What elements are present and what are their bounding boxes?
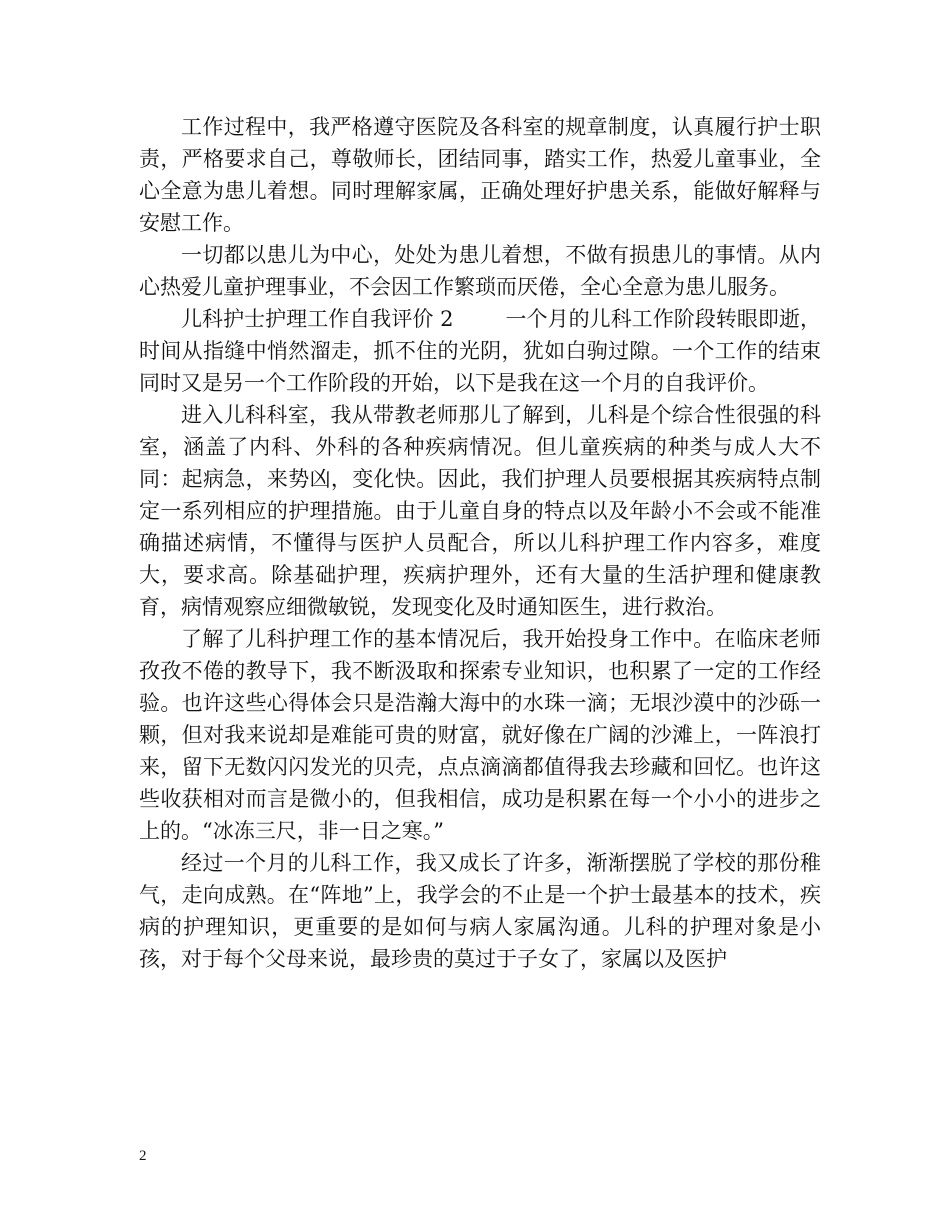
section-heading: 儿科护士护理工作自我评价 2 — [181, 307, 454, 331]
document-body — [139, 111, 821, 975]
page-number: 2 — [139, 1148, 147, 1164]
section-paragraph — [139, 303, 821, 399]
paragraph-entering-pediatrics: 进入儿科科室，我从带教老师那儿了解到，儿科是个综合性很强的科室，涵盖了内科、外科的各种疾病情况。但儿童疾病的种类与成人大不同：起病急，来势凶，变化快。因此，我们护理人员要根据其疾病特点制定一系列相应的护理措施。由于儿童自身的特点以及年龄小不会或不能准确描述病情，不懂得与医护人员配合，所以儿科护理工作内容多，难度大，要求高。除基础护理，疾病护理外，还有大量的生活护理和健康教育，病情观察应细微敏锐，发现变化及时通知医生，进行救治。 — [139, 403, 821, 619]
paragraph-growth: 经过一个月的儿科工作，我又成长了许多，渐渐摆脱了学校的那份稚气，走向成熟。在“阵地”上，我学会的不止是一个护士最基本的技术，疾病的护理知识，更重要的是如何与病人家属沟通。儿科的护理对象是小孩，对于每个父母来说，最珍贵的莫过于子女了，家属以及医护 — [139, 851, 821, 971]
paragraph-understanding-work: 了解了儿科护理工作的基本情况后，我开始投身工作中。在临床老师孜孜不倦的教导下，我不断汲取和探索专业知识，也积累了一定的工作经验。也许这些心得体会只是浩瀚大海中的水珠一滴；无垠沙漠中的沙砾一颗，但对我来说却是难能可贵的财富，就好像在广阔的沙滩上，一阵浪打来，留下无数闪闪发光的贝壳，点点滴滴都值得我去珍藏和回忆。也许这些收获相对而言是微小的，但我相信，成功是积累在每一个小小的进步之上的。“冰冻三尺，非一日之寒。” — [139, 627, 821, 843]
paragraph-work-process: 工作过程中，我严格遵守医院及各科室的规章制度，认真履行护士职责，严格要求自己，尊敬师长，团结同事，踏实工作，热爱儿童事业，全心全意为患儿着想。同时理解家属，正确处理好护患关系，能做好解释与安慰工作。 — [139, 115, 821, 235]
paragraph-patient-centered: 一切都以患儿为中心，处处为患儿着想，不做有损患儿的事情。从内心热爱儿童护理事业，不会因工作繁琐而厌倦，全心全意为患儿服务。 — [139, 243, 821, 299]
section-intro: 一个月的儿科工作阶段转眼即逝，时间从指缝中悄然溜走，抓不住的光阴，犹如白驹过隙。一个工作的结束同时又是另一个工作阶段的开始，以下是我在这一个月的自我评价。 — [139, 307, 821, 395]
